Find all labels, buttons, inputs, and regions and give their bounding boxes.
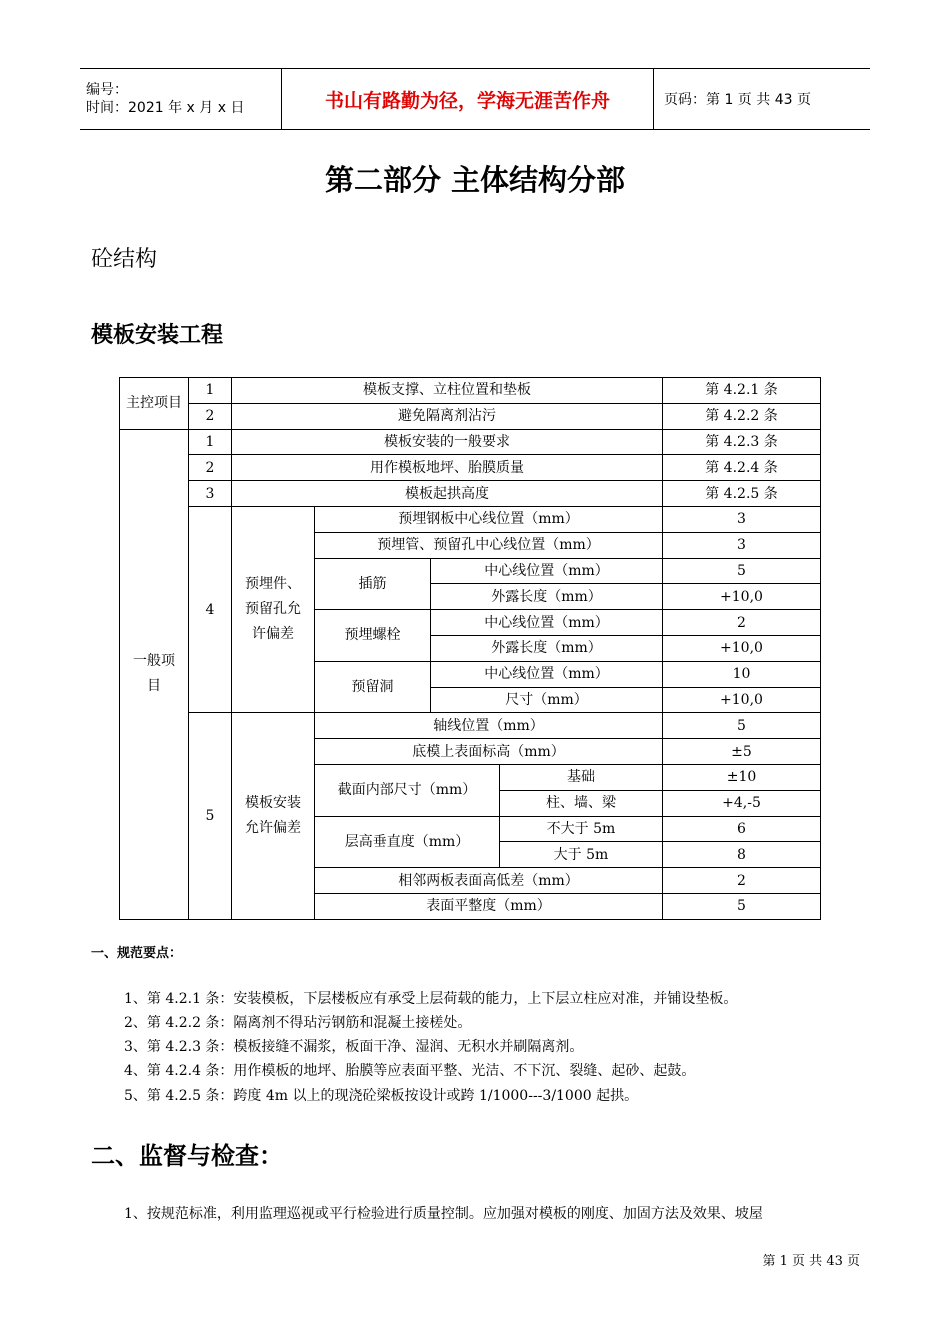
table-row	[120, 455, 821, 481]
item-name: 中心线位置（mm）	[431, 558, 663, 584]
item-name: 模板安装的一般要求	[232, 429, 663, 455]
bolt-label: 预埋螺栓	[315, 610, 431, 662]
item-name: 中心线位置（mm）	[431, 661, 663, 687]
header-page-number: 页码：第 1 页 共 43 页	[664, 92, 811, 108]
page-header	[80, 68, 870, 130]
table-row	[120, 506, 821, 532]
item-name: 中心线位置（mm）	[431, 610, 663, 636]
rebar-label: 插筋	[315, 558, 431, 610]
item-name: 柱、墙、梁	[500, 790, 663, 816]
item-reference: 第 4.2.5 条	[663, 481, 821, 507]
key-point: 1、第 4.2.1 条：安装模板，下层楼板应有承受上层荷载的能力，上下层立柱应对准，并铺设垫板。	[124, 991, 738, 1007]
item-name: 模板支撑、立柱位置和垫板	[232, 378, 663, 404]
item-name: 不大于 5m	[500, 816, 663, 842]
formwork-tolerance-label: 模板安装允许偏差	[232, 713, 315, 919]
item-name: 尺寸（mm）	[431, 687, 663, 713]
embedded-parts-label: 预埋件、预留孔允许偏差	[232, 506, 315, 712]
item-value: 5	[663, 713, 821, 739]
table-row	[120, 403, 821, 429]
item-reference: 第 4.2.2 条	[663, 403, 821, 429]
header-motto: 书山有路勤为径，学海无涯苦作舟	[281, 69, 654, 129]
page-footer: 第 1 页 共 43 页	[762, 1254, 860, 1269]
key-point: 2、第 4.2.2 条：隔离剂不得玷污钢筋和混凝土接槎处。	[124, 1015, 472, 1031]
item-value: 5	[663, 893, 821, 919]
item-name: 底模上表面标高（mm）	[315, 739, 663, 765]
item-value: 8	[663, 842, 821, 868]
item-value: 3	[663, 506, 821, 532]
item-value: 5	[663, 558, 821, 584]
item-name: 外露长度（mm）	[431, 584, 663, 610]
table-row	[120, 713, 821, 739]
subsection-heading: 模板安装工程	[91, 323, 224, 348]
item-number: 3	[189, 481, 232, 507]
page-title: 第二部分 主体结构分部	[324, 163, 626, 197]
item-number: 1	[189, 378, 232, 404]
verticality-label: 层高垂直度（mm）	[315, 816, 500, 868]
table-row	[120, 429, 821, 455]
item-number: 2	[189, 455, 232, 481]
item-reference: 第 4.2.3 条	[663, 429, 821, 455]
supervision-paragraph: 1、按规范标准，利用监理巡视或平行检验进行质量控制。应加强对模板的刚度、加固方法及效果、坡屋	[124, 1206, 763, 1222]
key-points-heading: 一、规范要点：	[91, 946, 183, 961]
item-name: 外露长度（mm）	[431, 635, 663, 661]
item-value: 6	[663, 816, 821, 842]
item-number: 5	[189, 713, 232, 919]
item-number: 2	[189, 403, 232, 429]
header-meta	[80, 69, 281, 129]
item-value: +10,0	[663, 687, 821, 713]
item-value: +4,-5	[663, 790, 821, 816]
section-heading: 砼结构	[91, 247, 158, 272]
inspection-table	[119, 377, 821, 920]
item-reference: 第 4.2.1 条	[663, 378, 821, 404]
table-row	[120, 481, 821, 507]
table-row	[120, 378, 821, 404]
item-name: 用作模板地坪、胎膜质量	[232, 455, 663, 481]
item-name: 相邻两板表面高低差（mm）	[315, 868, 663, 894]
item-number: 1	[189, 429, 232, 455]
item-value: 3	[663, 532, 821, 558]
item-value: ±10	[663, 764, 821, 790]
document-number-label: 编号：	[86, 82, 128, 98]
item-value: ±5	[663, 739, 821, 765]
item-value: 2	[663, 610, 821, 636]
item-name: 轴线位置（mm）	[315, 713, 663, 739]
item-value: 2	[663, 868, 821, 894]
item-reference: 第 4.2.4 条	[663, 455, 821, 481]
general-items-label: 一般项目	[120, 429, 189, 919]
item-value: +10,0	[663, 584, 821, 610]
key-point: 3、第 4.2.3 条：模板接缝不漏浆，板面干净、湿润、无积水并刷隔离剂。	[124, 1039, 584, 1055]
item-value: +10,0	[663, 635, 821, 661]
key-point: 5、第 4.2.5 条：跨度 4m 以上的现浇砼梁板按设计或跨 1/1000---3/1000 起拱。	[124, 1088, 639, 1104]
item-name: 大于 5m	[500, 842, 663, 868]
section-size-label: 截面内部尺寸（mm）	[315, 764, 500, 816]
hole-label: 预留洞	[315, 661, 431, 713]
item-name: 避免隔离剂沾污	[232, 403, 663, 429]
key-point: 4、第 4.2.4 条：用作模板的地坪、胎膜等应表面平整、光洁、不下沉、裂缝、起砂、起鼓。	[124, 1063, 696, 1079]
supervision-heading: 二、监督与检查：	[91, 1142, 283, 1170]
item-name: 模板起拱高度	[232, 481, 663, 507]
document-date: 时间：2021 年 x 月 x 日	[86, 100, 245, 116]
item-name: 基础	[500, 764, 663, 790]
item-value: 10	[663, 661, 821, 687]
item-name: 预埋管、预留孔中心线位置（mm）	[315, 532, 663, 558]
item-name: 预埋钢板中心线位置（mm）	[315, 506, 663, 532]
item-number: 4	[189, 506, 232, 712]
item-name: 表面平整度（mm）	[315, 893, 663, 919]
main-items-label: 主控项目	[120, 378, 189, 430]
